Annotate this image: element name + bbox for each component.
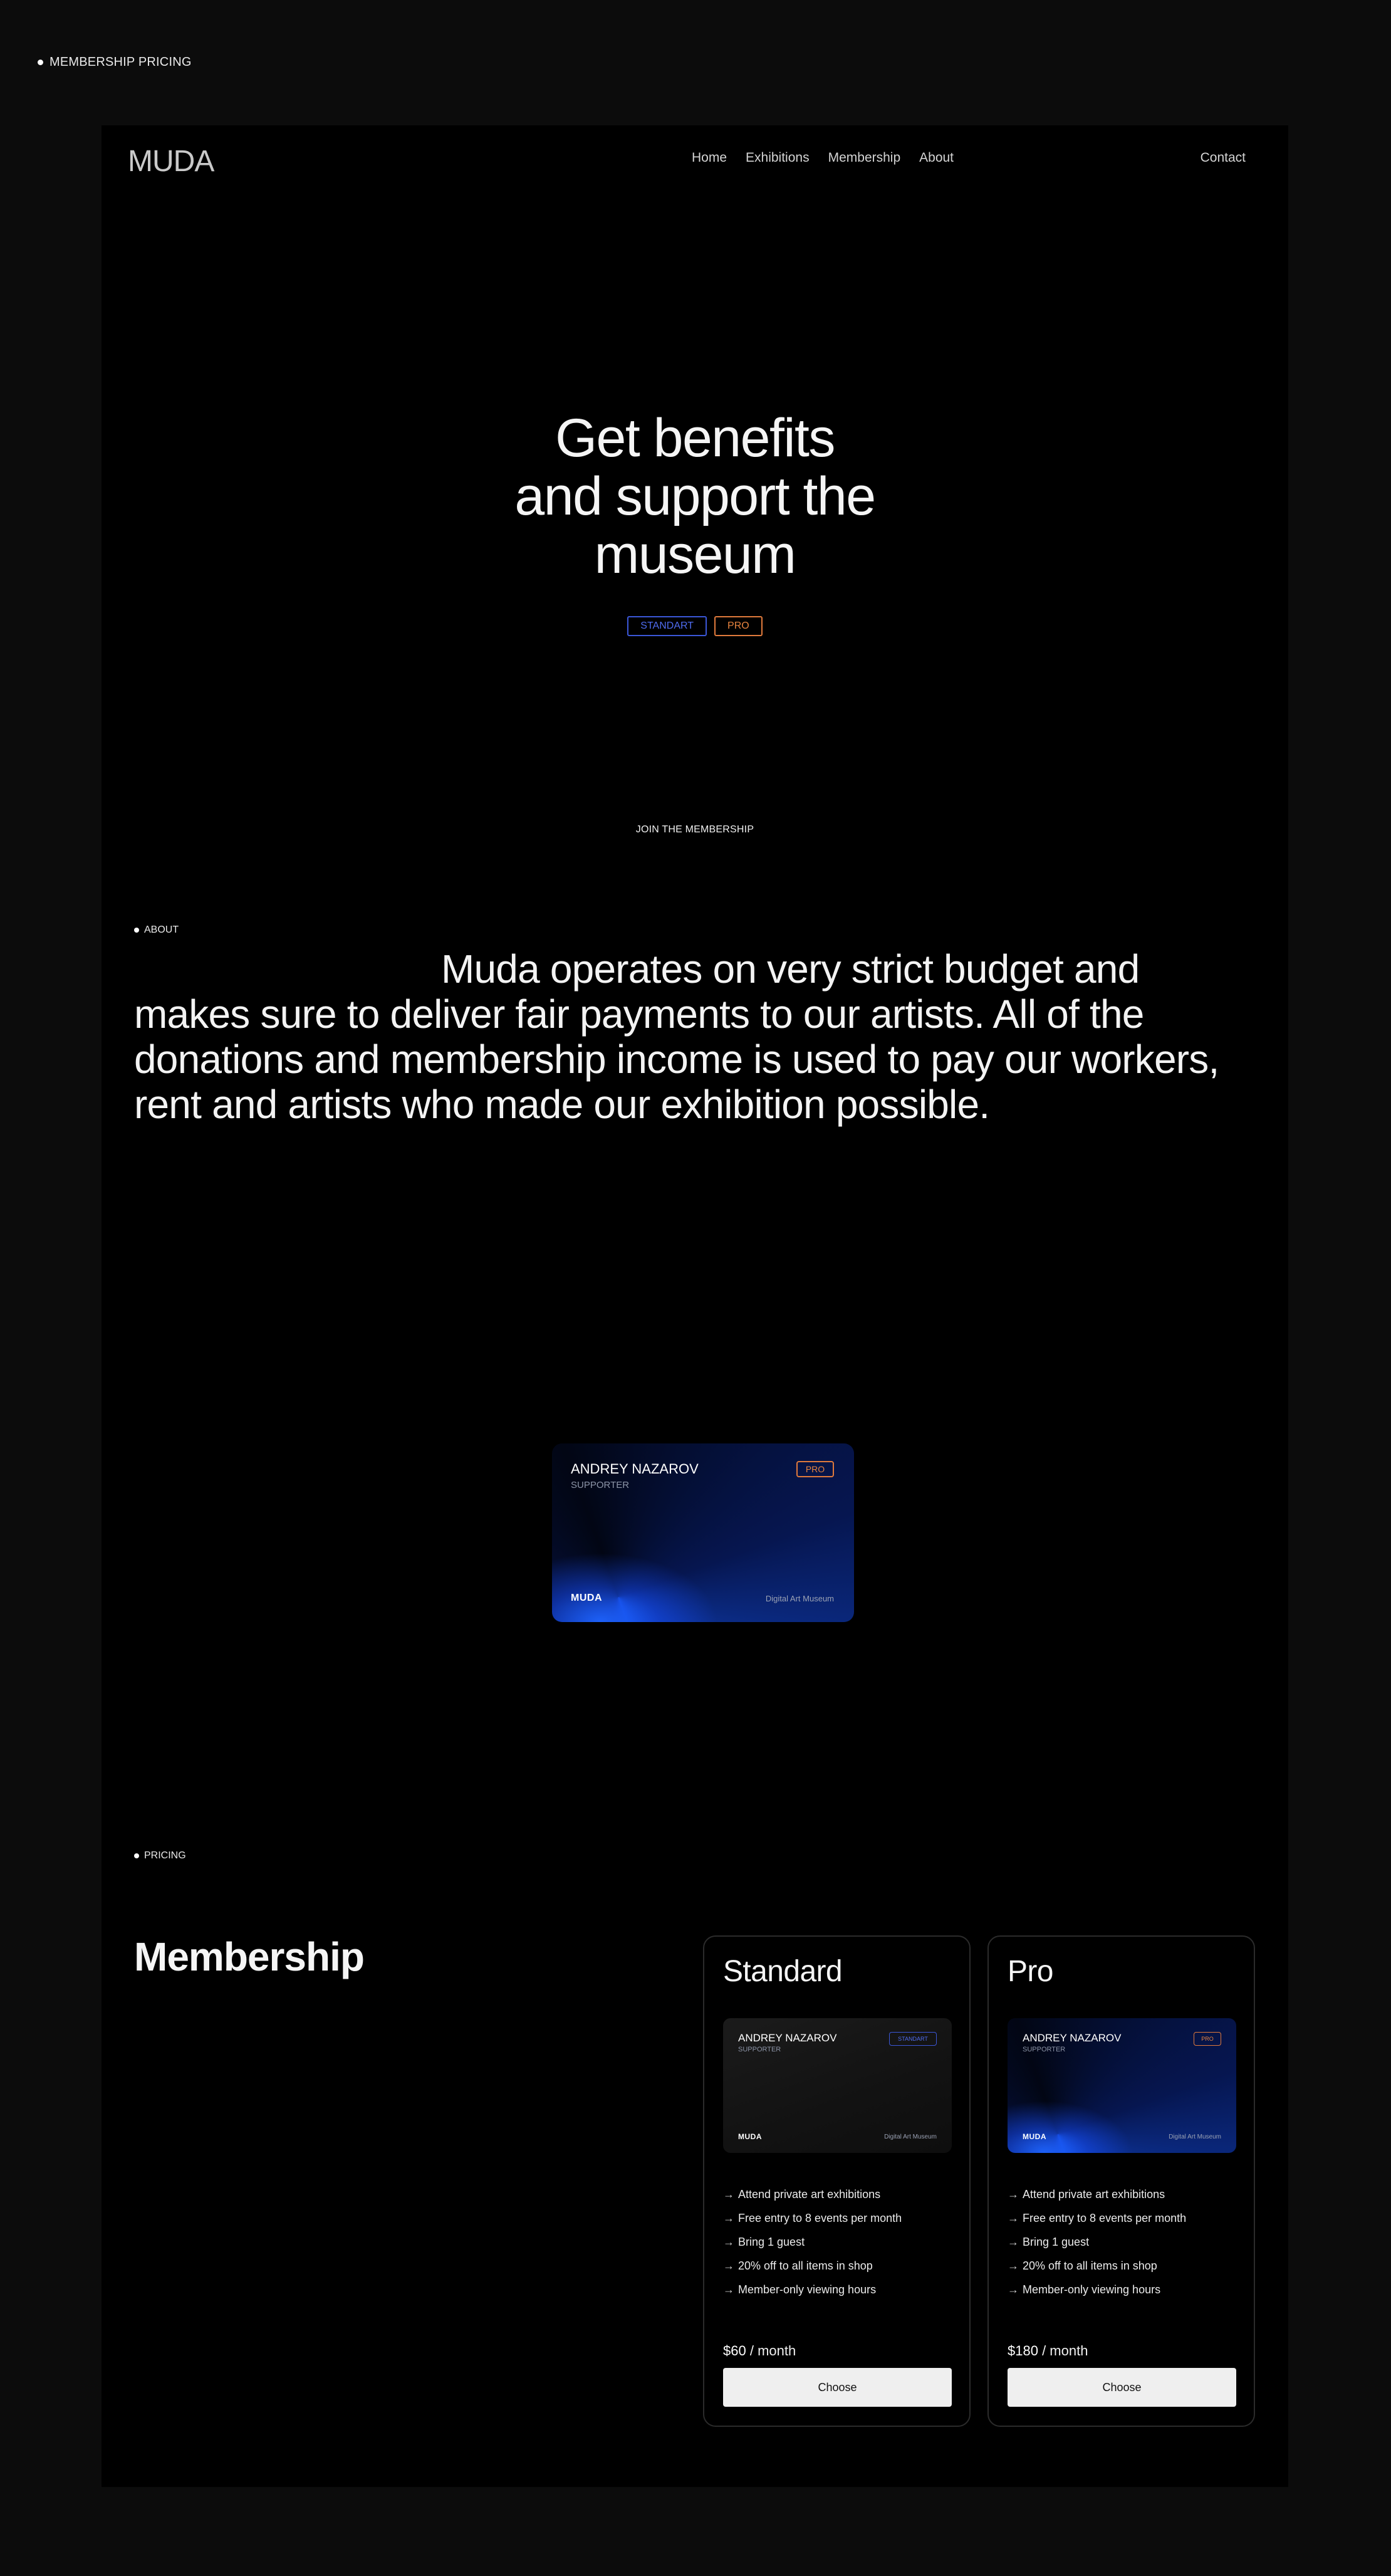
feature-item xyxy=(1008,2230,1186,2254)
tag-pro[interactable]: PRO xyxy=(714,616,763,636)
card-tier-badge: PRO xyxy=(796,1461,834,1477)
arrow-right-icon: → xyxy=(723,2187,734,2201)
plan-card-pro xyxy=(1008,2018,1236,2153)
hero-title-line: Get benefits xyxy=(555,408,835,468)
feature-text: Attend private art exhibitions xyxy=(1023,2187,1165,2201)
join-membership-link[interactable]: JOIN THE MEMBERSHIP xyxy=(635,824,754,835)
arrow-right-icon: → xyxy=(1008,2235,1019,2248)
pricing-label xyxy=(134,1850,186,1861)
nav-link-exhibitions[interactable]: Exhibitions xyxy=(746,150,810,165)
about-label xyxy=(134,924,179,936)
feature-text: Free entry to 8 events per month xyxy=(1023,2211,1187,2224)
feature-text: Member-only viewing hours xyxy=(738,2283,877,2296)
card-holder-name: ANDREY NAZAROV xyxy=(738,2032,837,2044)
nav-links xyxy=(692,150,954,165)
arrow-right-icon: → xyxy=(723,2235,734,2248)
membership-title: Membership xyxy=(134,1934,364,1979)
nav-link-home[interactable]: Home xyxy=(692,150,727,165)
price-period: / month xyxy=(1042,2343,1088,2359)
feature-item xyxy=(1008,2182,1186,2206)
about-label-text: ABOUT xyxy=(144,924,179,935)
tag-standard[interactable]: STANDART xyxy=(627,616,707,636)
dot-icon xyxy=(134,928,139,933)
feature-text: Attend private art exhibitions xyxy=(738,2187,881,2201)
pricing-label-text: PRICING xyxy=(144,1850,186,1861)
plan-name: Pro xyxy=(1008,1955,1053,1988)
card-subtitle: Digital Art Museum xyxy=(1169,2134,1221,2140)
card-tier-badge: PRO xyxy=(1194,2032,1221,2046)
page-label-text: MEMBERSHIP PRICING xyxy=(49,55,192,69)
arrow-right-icon: → xyxy=(723,2259,734,2272)
card-holder-role: SUPPORTER xyxy=(571,1480,630,1490)
feature-item xyxy=(1008,2278,1186,2301)
page-label xyxy=(38,55,192,70)
feature-item xyxy=(723,2182,902,2206)
plan-price xyxy=(1008,2343,1088,2359)
arrow-right-icon: → xyxy=(1008,2259,1019,2272)
choose-pro-button[interactable]: Choose xyxy=(1008,2368,1236,2407)
plan-name: Standard xyxy=(723,1955,843,1988)
feature-item xyxy=(723,2278,902,2301)
feature-item xyxy=(1008,2254,1186,2278)
dot-icon xyxy=(134,1853,139,1858)
arrow-right-icon: → xyxy=(1008,2187,1019,2201)
logo[interactable]: MUDA xyxy=(128,145,214,178)
feature-text: Member-only viewing hours xyxy=(1023,2283,1161,2296)
feature-item xyxy=(723,2206,902,2230)
hero-tags xyxy=(102,616,1288,636)
card-holder-name: ANDREY NAZAROV xyxy=(571,1461,699,1477)
membership-card-preview xyxy=(552,1443,854,1622)
feature-text: Bring 1 guest xyxy=(738,2235,805,2248)
feature-text: Free entry to 8 events per month xyxy=(738,2211,902,2224)
nav-link-about[interactable]: About xyxy=(919,150,954,165)
hero-title-line: and support the xyxy=(514,466,875,526)
feature-item xyxy=(723,2230,902,2254)
arrow-right-icon: → xyxy=(723,2211,734,2224)
nav-link-membership[interactable]: Membership xyxy=(828,150,901,165)
hero-title-line: museum xyxy=(594,525,796,585)
arrow-right-icon: → xyxy=(723,2283,734,2296)
card-logo: MUDA xyxy=(738,2132,762,2141)
card-holder-name: ANDREY NAZAROV xyxy=(1023,2032,1122,2044)
choose-standard-button[interactable]: Choose xyxy=(723,2368,952,2407)
plan-features xyxy=(1008,2182,1186,2301)
feature-text: 20% off to all items in shop xyxy=(738,2259,873,2272)
plan-card-standard xyxy=(723,2018,952,2153)
plan-price xyxy=(723,2343,796,2359)
price-amount: $60 xyxy=(723,2343,746,2359)
hero-title xyxy=(102,409,1288,584)
card-subtitle: Digital Art Museum xyxy=(765,1594,834,1603)
arrow-right-icon: → xyxy=(1008,2283,1019,2296)
card-logo: MUDA xyxy=(571,1593,602,1603)
dot-icon xyxy=(38,60,43,65)
nav-link-contact[interactable]: Contact xyxy=(1200,150,1246,165)
site-frame xyxy=(102,125,1288,2487)
feature-item xyxy=(1008,2206,1186,2230)
price-period: / month xyxy=(749,2343,796,2359)
plan-standard xyxy=(703,1935,971,2427)
price-amount: $180 xyxy=(1008,2343,1038,2359)
feature-item xyxy=(723,2254,902,2278)
card-tier-badge: STANDART xyxy=(889,2032,937,2046)
feature-text: 20% off to all items in shop xyxy=(1023,2259,1157,2272)
card-holder-role: SUPPORTER xyxy=(1023,2046,1066,2053)
top-nav xyxy=(102,125,1288,194)
plan-pro xyxy=(987,1935,1255,2427)
card-subtitle: Digital Art Museum xyxy=(884,2134,937,2140)
arrow-right-icon: → xyxy=(1008,2211,1019,2224)
card-holder-role: SUPPORTER xyxy=(738,2046,781,2053)
card-logo: MUDA xyxy=(1023,2132,1046,2141)
plan-features xyxy=(723,2182,902,2301)
feature-text: Bring 1 guest xyxy=(1023,2235,1090,2248)
about-text: Muda operates on very strict budget and makes sure to deliver fair payments to our artists. All of the donations and membership income is used to pay our workers, rent and artists who made our exhibition possible. xyxy=(134,946,1219,1127)
